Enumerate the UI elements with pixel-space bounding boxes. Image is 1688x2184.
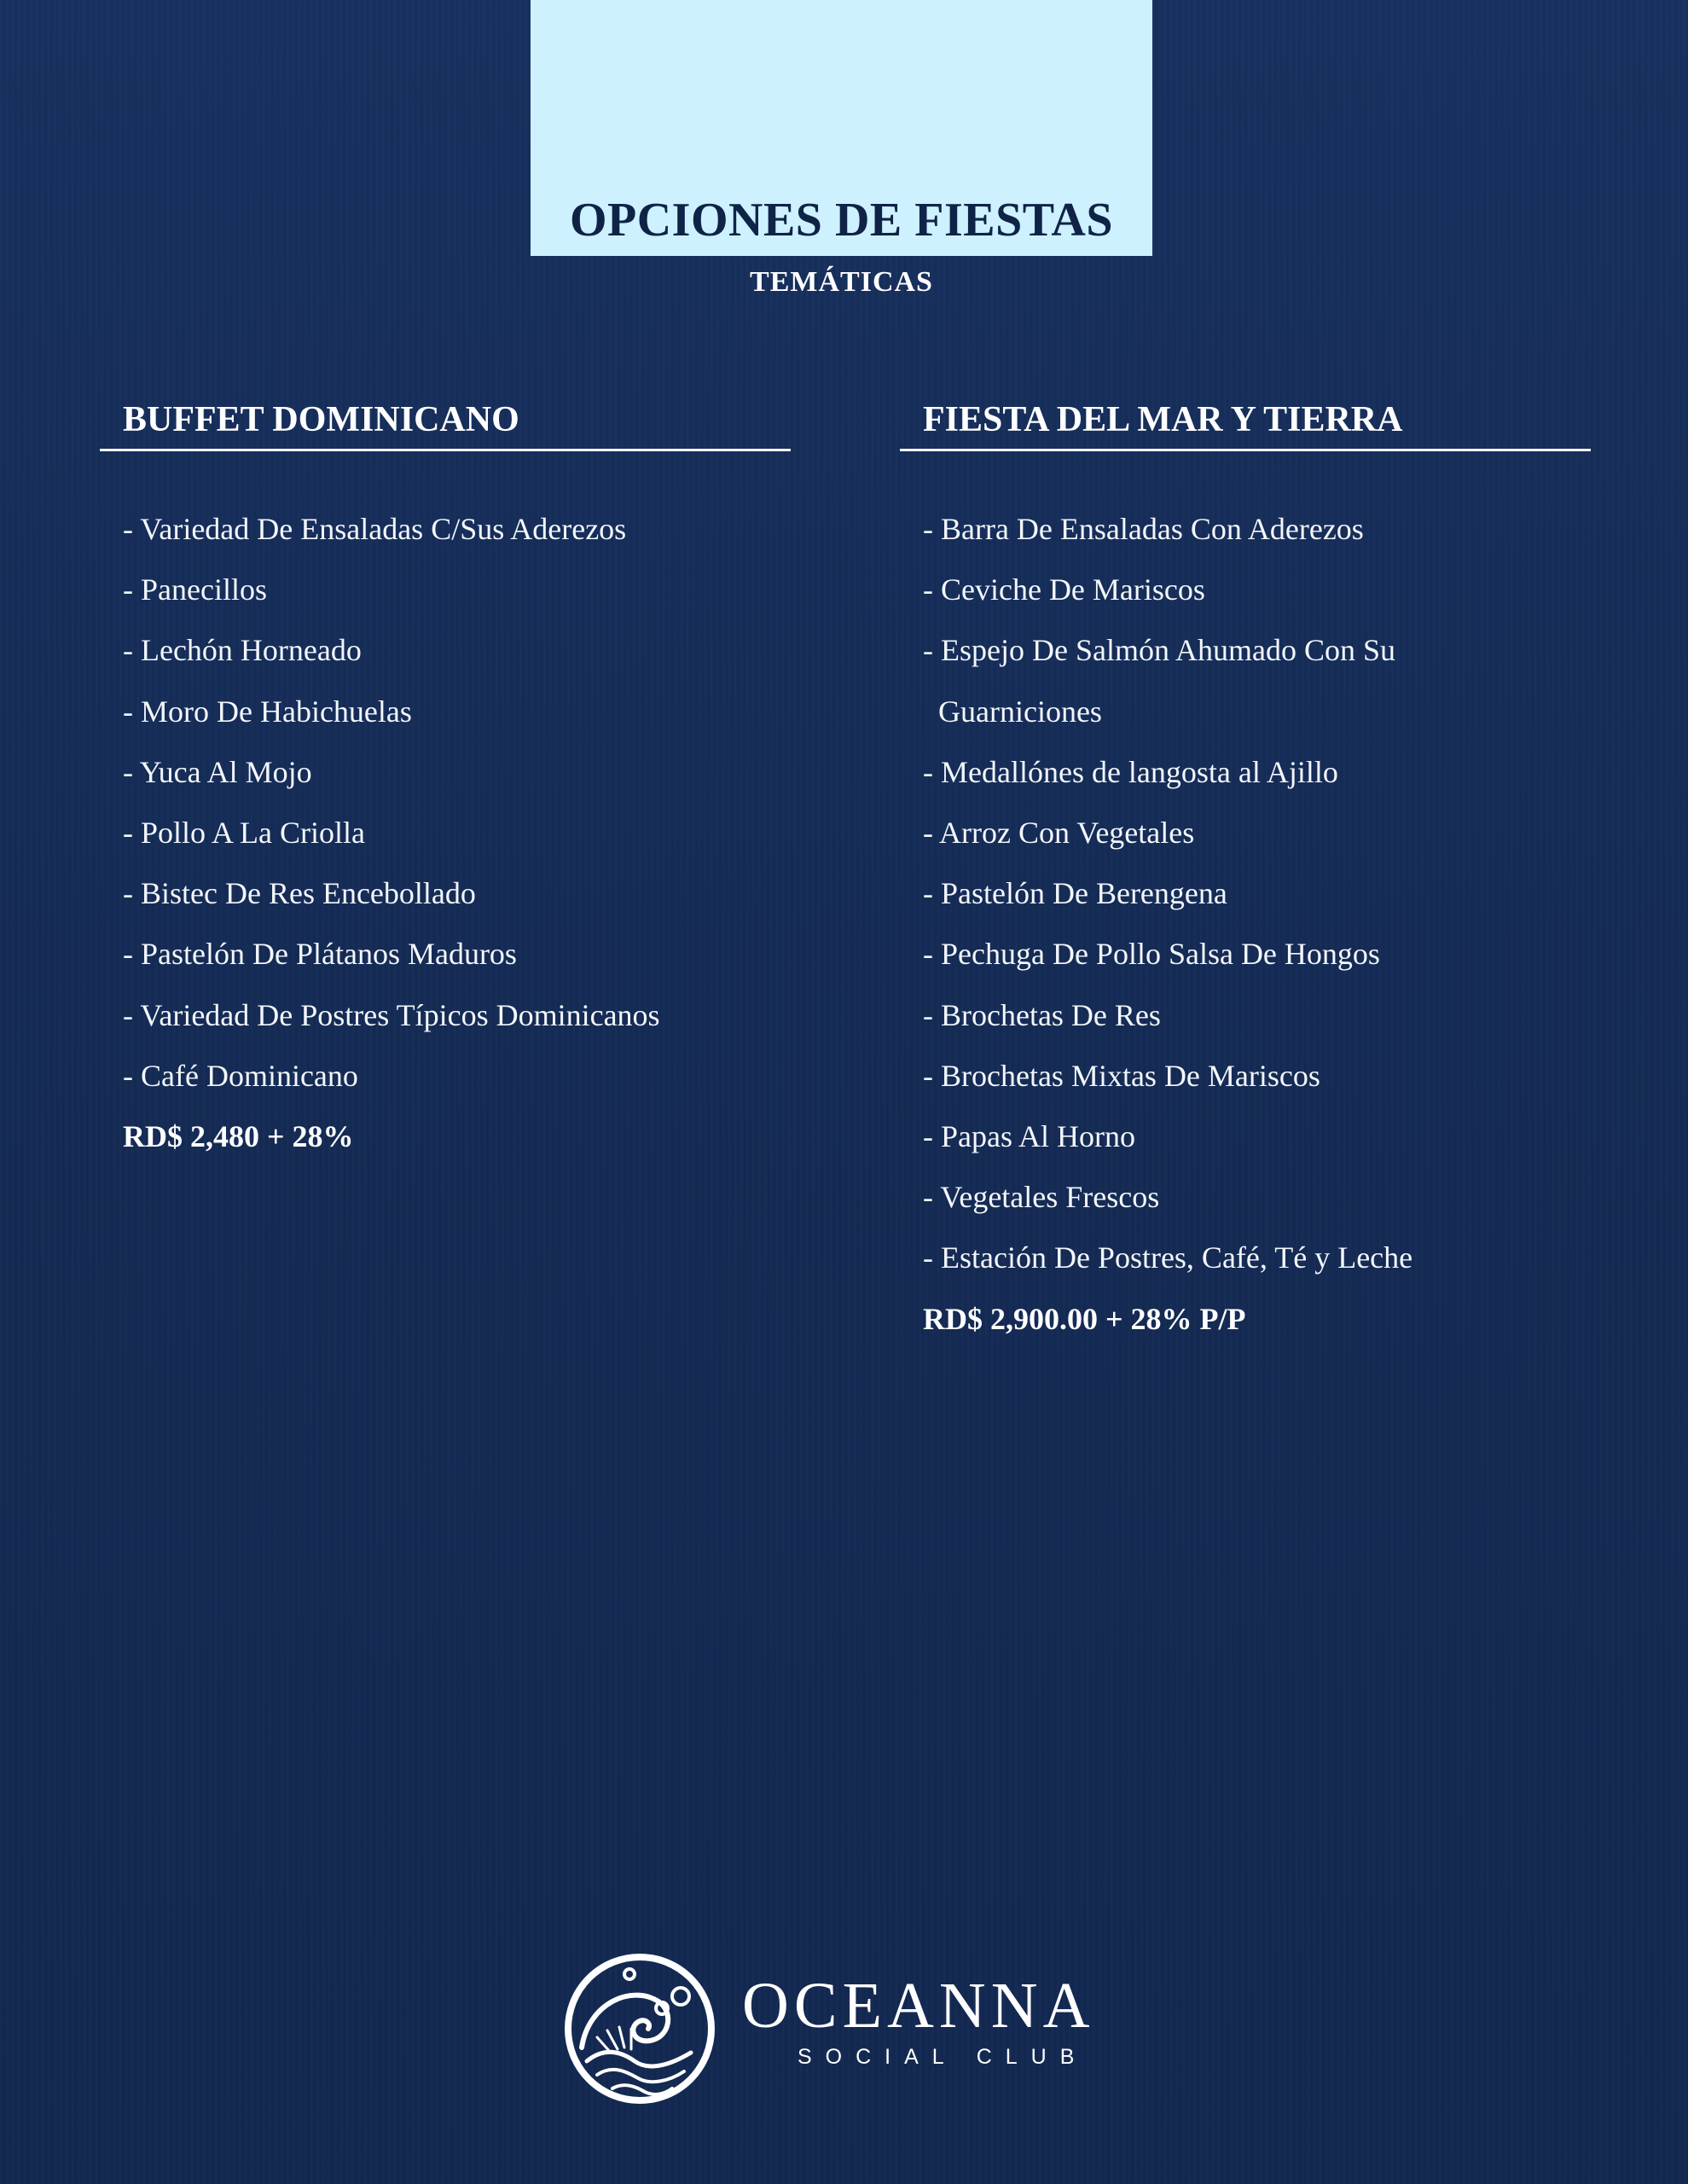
brand-name: OCEANNA bbox=[742, 1970, 1095, 2042]
menu-item: - Pollo A La Criolla bbox=[123, 816, 365, 851]
menu-item: - Pechuga De Pollo Salsa De Hongos bbox=[923, 937, 1380, 972]
menu-item: - Medallónes de langosta al Ajillo bbox=[923, 754, 1338, 789]
menu-list bbox=[900, 499, 1591, 1289]
menu-item: - Vegetales Frescos bbox=[923, 1180, 1160, 1215]
menu-item: - Panecillos bbox=[123, 572, 267, 607]
price-label: RD$ 2,480 + 28% bbox=[123, 1119, 354, 1154]
menu-item: - Estación De Postres, Café, Té y Leche bbox=[923, 1240, 1413, 1275]
menu-item: - Brochetas Mixtas De Mariscos bbox=[923, 1058, 1320, 1093]
menu-item: - Brochetas De Res bbox=[923, 997, 1161, 1032]
price-label: RD$ 2,900.00 + 28% P/P bbox=[923, 1301, 1246, 1336]
menu-item: - Café Dominicano bbox=[123, 1058, 358, 1093]
menu-item: - Variedad De Postres Típicos Dominicanos bbox=[123, 997, 660, 1032]
menu-item: - Pastelón De Berengena bbox=[923, 876, 1227, 911]
menu-item: - Bistec De Res Encebollado bbox=[123, 876, 476, 911]
menu-list bbox=[100, 499, 791, 1107]
menu-item: - Variedad De Ensaladas C/Sus Aderezos bbox=[123, 512, 627, 546]
menu-item: - Espejo De Salmón Ahumado Con Su bbox=[923, 633, 1395, 668]
brand-tagline: SOCIAL CLUB bbox=[798, 2045, 1088, 2069]
menu-item: - Pastelón De Plátanos Maduros bbox=[123, 937, 517, 972]
page-subtitle: TEMÁTICAS bbox=[750, 266, 933, 298]
menu-item-continuation: Guarniciones bbox=[938, 694, 1102, 729]
menu-item: - Ceviche De Mariscos bbox=[923, 572, 1205, 607]
menu-item: - Papas Al Horno bbox=[923, 1119, 1135, 1154]
menu-item: - Yuca Al Mojo bbox=[123, 754, 312, 789]
section-heading: BUFFET DOMINICANO bbox=[100, 391, 791, 451]
page-title: OPCIONES DE FIESTAS bbox=[569, 194, 1114, 247]
fiesta-mar-tierra-section bbox=[900, 391, 1591, 1350]
section-heading: FIESTA DEL MAR Y TIERRA bbox=[900, 391, 1591, 451]
wave-circle-logo-icon bbox=[563, 1952, 716, 2106]
menu-item: - Lechón Horneado bbox=[123, 633, 362, 668]
menu-item: - Barra De Ensaladas Con Aderezos bbox=[923, 512, 1364, 546]
buffet-dominicano-section bbox=[100, 391, 791, 1167]
menu-item: - Moro De Habichuelas bbox=[123, 694, 412, 729]
menu-item: - Arroz Con Vegetales bbox=[923, 816, 1195, 851]
